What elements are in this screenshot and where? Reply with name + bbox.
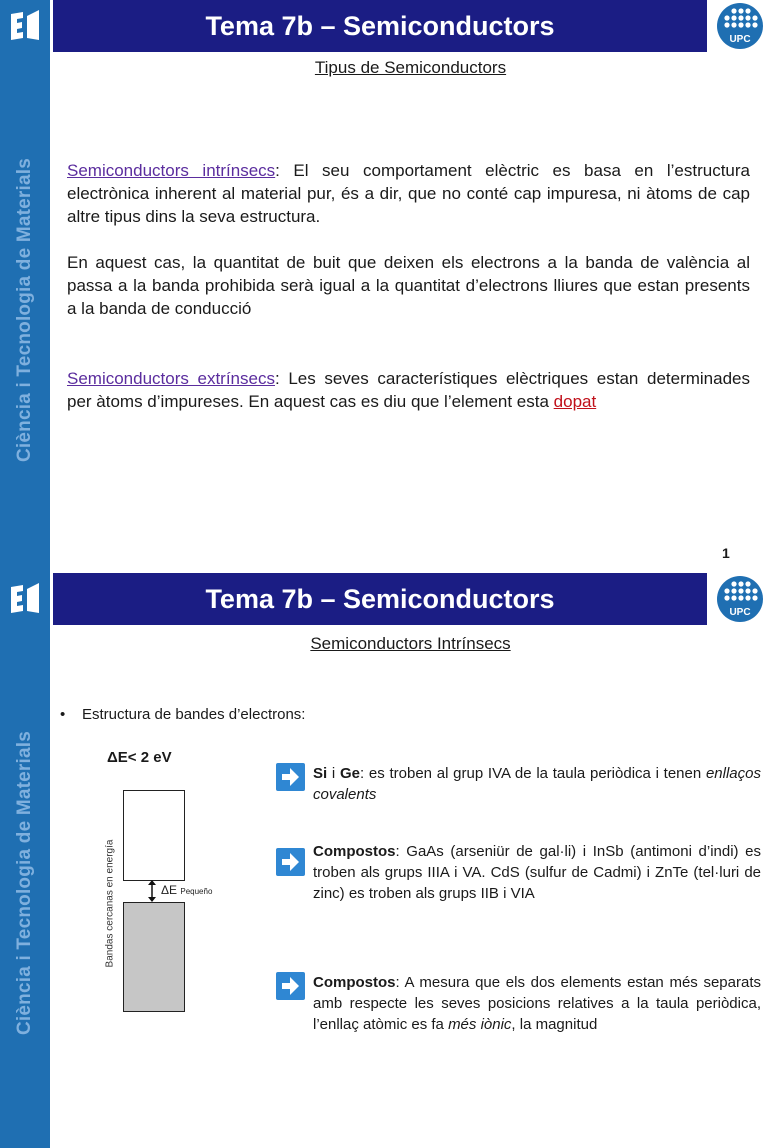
sidebar-title: Ciència i Tecnologia de Materials <box>14 730 36 1036</box>
page-number: 1 <box>722 545 730 561</box>
extrinsic-term: Semiconductors extrínsecs <box>67 369 275 388</box>
valence-band <box>123 902 185 1012</box>
list-item: Si i Ge: es troben al grup IVA de la taula periòdica i tenen enllaços covalents <box>313 765 761 803</box>
el-logo-icon <box>0 573 50 625</box>
conduction-band <box>123 790 185 881</box>
energy-axis-label: Bandas cercanas en energía <box>104 839 116 967</box>
extrinsic-text: : Les seves característiques elèctriques estan determinades per àtoms d’impureses. En aquest cas es diu que l’element esta <box>67 369 750 411</box>
slide-subtitle: Semiconductors Intrínsecs <box>310 634 511 653</box>
gap-arrow-icon <box>146 879 158 903</box>
dopat-term: dopat <box>553 392 597 411</box>
upc-logo-icon <box>711 0 768 52</box>
intrinsic-term: Semiconductors intrínsecs <box>67 161 276 180</box>
header-title: Tema 7b – Semiconductors <box>205 583 555 614</box>
bullet-symbol: • <box>60 706 66 723</box>
sidebar-title: Ciència i Tecnologia de Materials <box>14 157 36 463</box>
extrinsic-paragraph <box>67 367 750 413</box>
gap-label: ΔE Pequeño <box>161 883 213 897</box>
arrow-right-icon <box>276 763 305 791</box>
svg-text:UPC: UPC <box>728 607 751 618</box>
upc-logo-icon <box>711 573 768 625</box>
band-paragraph: En aquest cas, la quantitat de buit que deixen els electrons a la banda de valència al passa a la banda prohibida serà igual a la quantitat d’electrons lliures que estan presents a la banda de conducció <box>67 253 750 318</box>
intrinsic-paragraph <box>67 159 750 228</box>
slide-2 <box>0 573 768 1148</box>
slide-header <box>53 573 707 625</box>
list-item: Compostos: GaAs (arseniür de gal·li) i InSb (antimoni d’indi) es troben als grups IIIA i VA. CdS (sulfur de Cadmi) i ZnTe (tel·luri de zinc) es troben als grups IIB i VIA <box>313 843 761 902</box>
slide-header <box>53 0 707 52</box>
list-item: Compostos: A mesura que els dos elements estan més separats amb respecte les seves posicions relatives a la taula periòdica, l’enllaç atòmic es fa més iònic, la magnitud <box>313 974 761 1033</box>
bullet-item <box>60 706 305 723</box>
el-logo-icon <box>0 0 50 52</box>
header-title: Tema 7b – Semiconductors <box>205 10 555 41</box>
intrinsic-text: : El seu comportament elèctric es basa en l’estructura electrònica inherent al material pur, és a dir, que no conté cap impuresa, ni àtoms de cap altre tipus dins la seva estructura. <box>67 161 750 226</box>
svg-text:UPC: UPC <box>728 34 751 45</box>
arrow-right-icon <box>276 972 305 1000</box>
slide-subtitle: Tipus de Semiconductors <box>314 58 507 77</box>
arrow-right-icon <box>276 848 305 876</box>
delta-e-label: ΔE< 2 eV <box>107 749 172 766</box>
bullet-text: Estructura de bandes d’electrons: <box>82 706 306 723</box>
